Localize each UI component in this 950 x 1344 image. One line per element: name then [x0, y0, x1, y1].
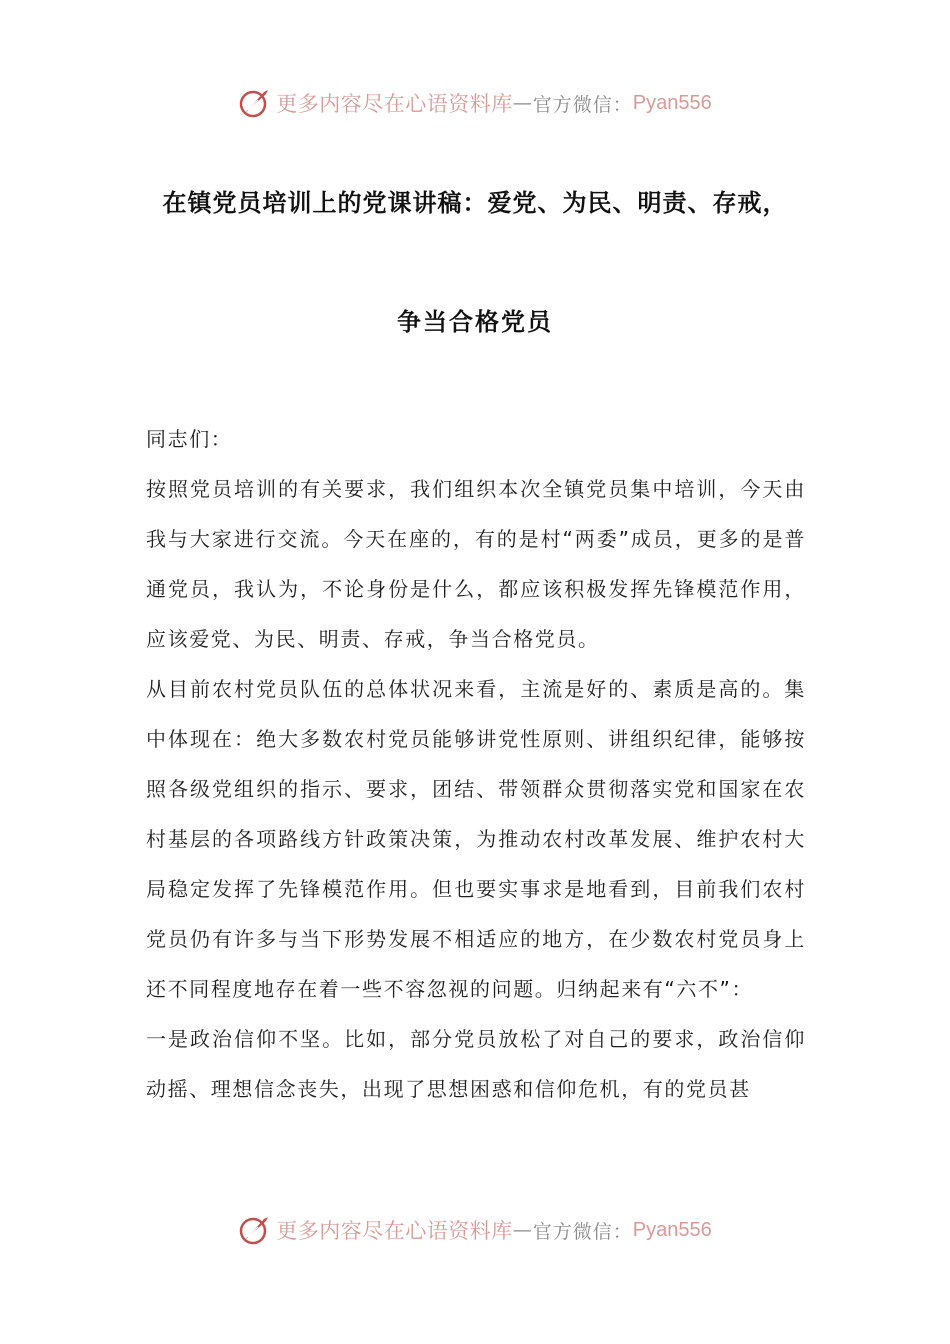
banner-slogan: 更多内容尽在心语资料库: [276, 92, 513, 116]
paragraph: 从目前农村党员队伍的总体状况来看，主流是好的、素质是高的。集中体现在：绝大多数农村党员能够讲党性原则、讲组织纪律，能够按照各级党组织的指示、要求，团结、带领群众贯彻落实党和国家在农村基层的各项路线方针政策决策，为推动农村改革发展、维护农村大局稳定发挥了先锋模范作用。但也要实事求是地看到，目前我们农村党员仍有许多与当下形势发展不相适应的地方，在少数农村党员身上还不同程度地存在着一些不容忽视的问题。归纳起来有“六不”：: [146, 677, 806, 1001]
footer-banner: [0, 1210, 950, 1250]
document-title-line-2: 争当合格党员: [397, 308, 553, 336]
quill-pen-logo-icon: [238, 86, 272, 120]
paragraph: 按照党员培训的有关要求，我们组织本次全镇党员集中培训，今天由我与大家进行交流。今天在座的，有的是村“两委”成员，更多的是普通党员，我认为，不论身份是什么，都应该积极发挥先锋模范作用，应该爱党、为民、明责、存戒，争当合格党员。: [146, 477, 806, 651]
header-banner: [0, 83, 950, 123]
quill-pen-logo-icon: [238, 1213, 272, 1247]
banner-wechat-id: Pyan556: [632, 91, 712, 114]
banner-slogan: 更多内容尽在心语资料库: [276, 1219, 513, 1243]
banner-dash: —: [512, 1219, 533, 1241]
paragraph: 一是政治信仰不坚。比如，部分党员放松了对自己的要求，政治信仰动摇、理想信念丧失，出现了思想困惑和信仰危机，有的党员甚: [146, 1027, 806, 1101]
banner-wechat-label: 官方微信：: [532, 93, 633, 116]
banner-dash: —: [512, 92, 533, 114]
salutation: 同志们：: [146, 427, 233, 451]
banner-wechat-id: Pyan556: [632, 1218, 712, 1241]
document-title-line-1: 在镇党员培训上的党课讲稿：爱党、为民、明责、存戒，: [162, 189, 788, 217]
document-body: [146, 414, 806, 1114]
banner-wechat-label: 官方微信：: [532, 1220, 633, 1243]
